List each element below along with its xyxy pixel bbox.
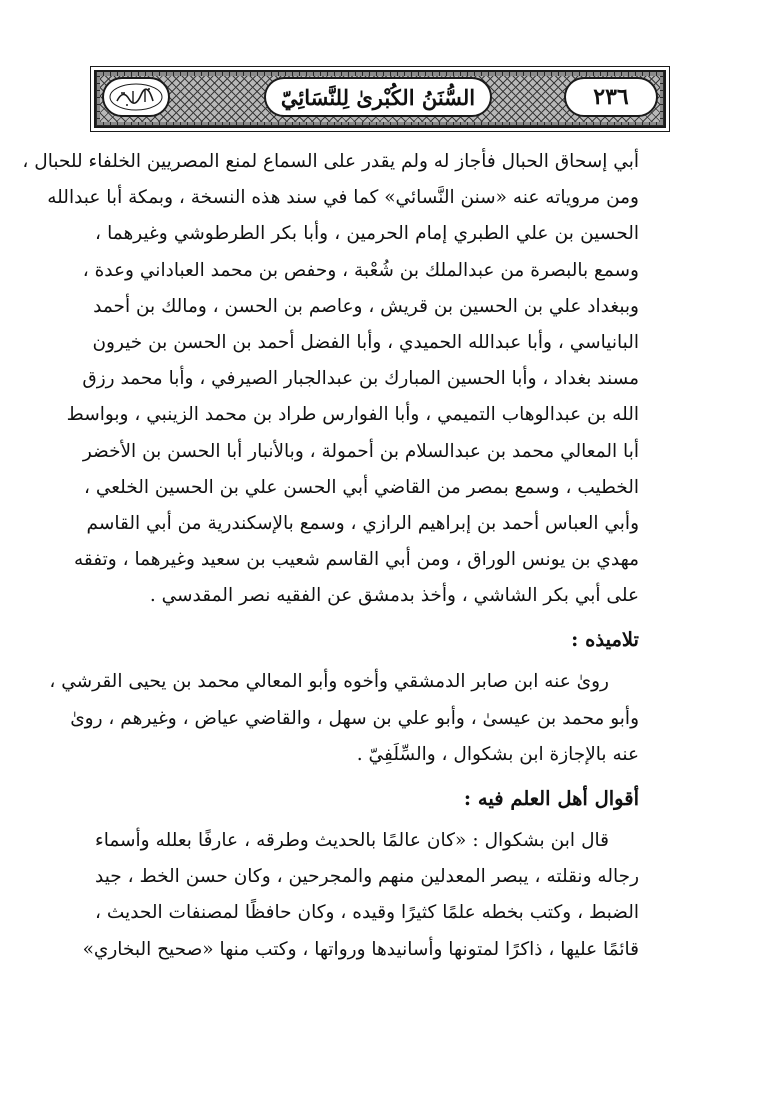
text-line: قال ابن بشكوال : «كان عالمًا بالحديث وطرقه ، عارفًا بعلله وأسماء [95,830,609,851]
text-line: الخطيب ، وسمع بمصر من القاضي أبي الحسن علي بن الحسين الخلعي ، [83,476,639,498]
section-heading-students: تلاميذه : [571,628,639,652]
paragraph-students [49,664,639,773]
text-line: أبي إسحاق الحبال فأجاز له ولم يقدر على السماع لمنع المصريين الخلفاء للحبال ، [22,151,639,172]
running-title: السُّنَنُ الكُبْرىٰ لِلنَّسَائِيّ [280,84,476,110]
text-line: وسمع بالبصرة من عبدالملك بن شُعْبة ، وحفص بن محمد العباداني وعدة ، [82,259,639,281]
page-body [22,144,639,968]
section-heading-scholars: أقوال أهل العلم فيه : [463,787,639,810]
text-line: الحسين بن علي الطبري إمام الحرمين ، وأبا بكر الطرطوشي وغيرهما ، [95,223,639,245]
page-header [94,70,666,128]
text-line: رجاله ونقلته ، يبصر المعدلين منهم والمجرحين ، وكان حسن الخط ، جيد [95,866,639,888]
text-line: البانياسي ، وأبا عبدالله الحميدي ، وأبا الفضل أحمد بن الحسن بن خيرون [92,331,639,353]
page-number-cartouche [564,77,658,117]
text-line: الله بن عبدالوهاب التميمي ، وأبا الفوارس طراد بن محمد الزينبي ، وبواسط [66,404,639,426]
text-line: مسند بغداد ، وأبا الحسين المبارك بن عبدالجبار الصيرفي ، وأبا محمد رزق [82,368,639,390]
text-line: الضبط ، وكتب بخطه علمًا كثيرًا وقيده ، وكان حافظًا لمصنفات الحديث ، [95,902,639,924]
paragraph-biography [22,144,639,614]
text-line: مهدي بن يونس الوراق ، ومن أبي القاسم شعيب بن سعيد وغيرهما ، وتفقه [74,549,639,571]
text-line: أبا المعالي محمد بن عبدالسلام بن أحمولة ، وبالأنبار أبا الحسن بن الأخضر [82,440,639,462]
paragraph-scholars [82,823,639,968]
text-line: وأبي العباس أحمد بن إبراهيم الرازي ، وسمع بالإسكندرية من أبي القاسم [86,512,639,534]
text-line: وأبو محمد بن عيسىٰ ، وأبو علي بن سهل ، والقاضي عياض ، وغيرهم ، روىٰ [70,707,639,729]
running-title-cartouche [264,77,492,117]
text-line: قائمًا عليها ، ذاكرًا لمتونها وأسانيدها ورواتها ، وكتب منها «صحيح البخاري» [82,938,639,960]
text-line: ومن مروياته عنه «سنن النَّسائي» كما في سند هذه النسخة ، وبمكة أبا عبدالله [47,187,639,209]
text-line: عنه بالإجازة ابن بشكوال ، والسِّلَفِيّ . [356,743,639,765]
text-line: على أبي بكر الشاشي ، وأخذ بدمشق عن الفقيه نصر المقدسي . [149,585,639,607]
page-number: ٢٣٦ [593,84,629,110]
text-line: روىٰ عنه ابن صابر الدمشقي وأخوه وأبو المعالي محمد بن يحيى القرشي ، [49,671,609,693]
calligraphy-seal-icon [107,81,165,113]
book-seal [102,77,170,117]
text-line: وببغداد علي بن الحسين بن قريش ، وعاصم بن الحسن ، ومالك بن أحمد [93,295,639,317]
